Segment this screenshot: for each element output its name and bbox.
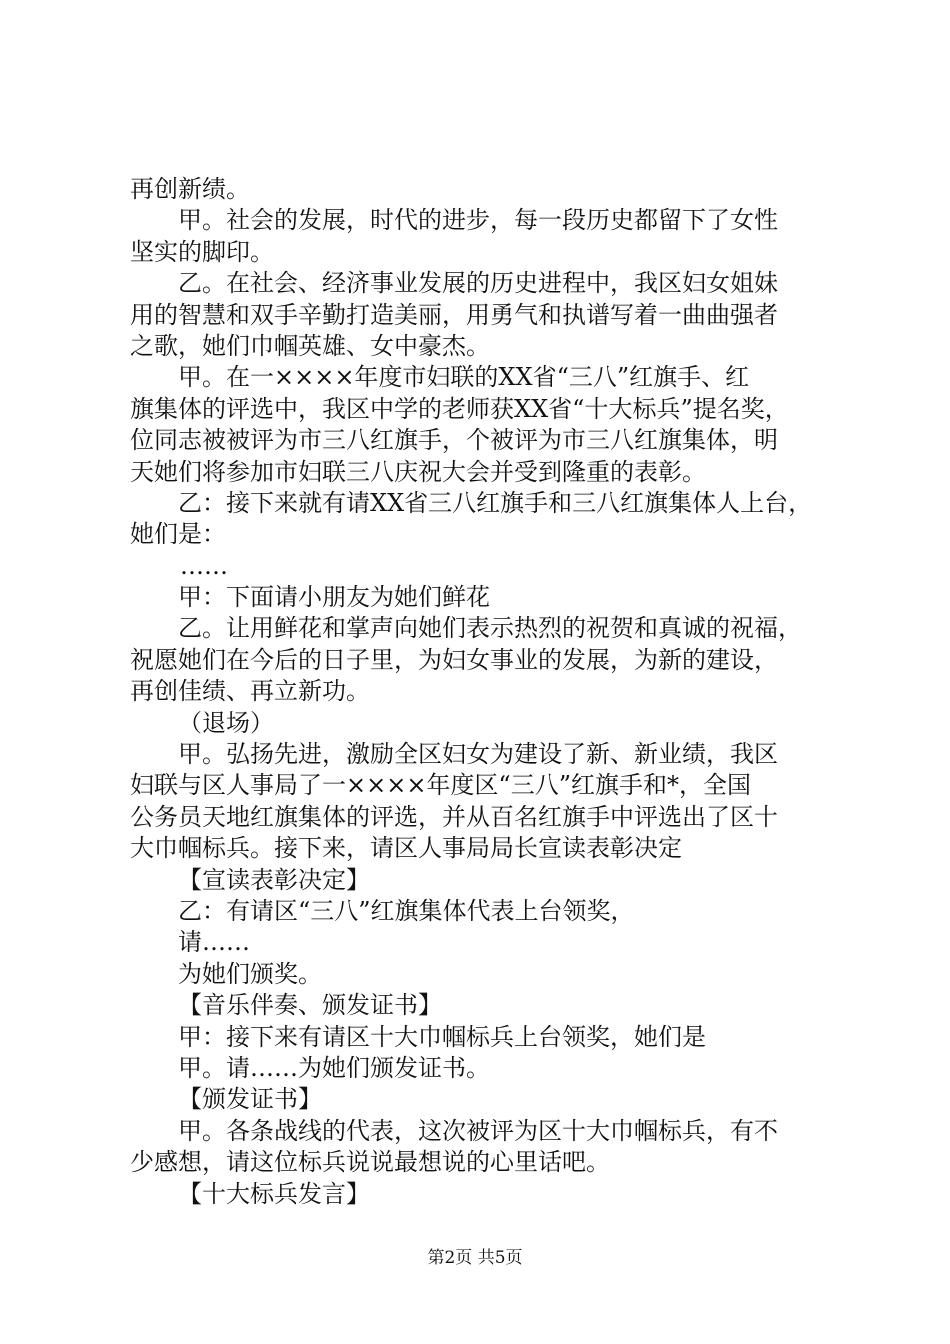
text-line: 妇联与区人事局了一××××年度区“三八”红旗手和*，全国: [130, 771, 751, 800]
text-line: 【颁发证书】: [178, 1085, 322, 1114]
text-line: 再创新绩。: [130, 175, 250, 203]
text-line: 甲：接下来有请区十大巾帼标兵上台领奖，她们是: [178, 1022, 706, 1051]
text-line: 用的智慧和双手辛勤打造美丽，用勇气和执谱写着一曲曲强者: [130, 300, 778, 329]
text-line: 【宣读表彰决定】: [178, 865, 370, 894]
text-line: 之歌，她们巾帼英雄、女中豪杰。: [130, 331, 490, 360]
text-line: （退场）: [178, 708, 274, 737]
text-line: 乙：有请区“三八”红旗集体代表上台领奖，: [178, 896, 635, 925]
page-footer: 第2页 共5页: [427, 1248, 523, 1268]
text-line: 大巾帼标兵。接下来，请区人事局局长宣读表彰决定: [130, 834, 682, 863]
text-line: 甲。社会的发展，时代的进步，每一段历史都留下了女性: [178, 206, 778, 235]
text-line: 乙。在社会、经济事业发展的历史进程中，我区妇女姐妹: [178, 269, 778, 298]
text-line: 再创佳绩、再立新功。: [130, 677, 370, 706]
text-line: ……: [180, 551, 228, 580]
text-line: 甲。在一××××年度市妇联的XX省“三八”红旗手、红: [178, 363, 750, 392]
text-line: 她们是：: [130, 520, 226, 549]
text-line: 甲。弘扬先进，激励全区妇女为建设了新、新业绩，我区: [178, 740, 778, 769]
text-line: 为她们颁奖。: [178, 959, 322, 988]
text-line: 甲。请……为她们颁发证书。: [178, 1053, 490, 1082]
text-line: 公务员天地红旗集体的评选，并从百名红旗手中评选出了区十: [130, 802, 778, 831]
text-line: 【音乐伴奏、颁发证书】: [178, 991, 442, 1020]
document-body: [130, 174, 830, 1210]
text-line: 祝愿她们在今后的日子里，为妇女事业的发展，为新的建设，: [130, 645, 778, 674]
text-line: 甲：下面请小朋友为她们鲜花: [178, 583, 490, 612]
text-line: 旗集体的评选中，我区中学的老师获XX省“十大标兵”提名奖，: [130, 394, 789, 423]
text-line: 【十大标兵发言】: [178, 1179, 370, 1208]
text-line: 位同志被被评为市三八红旗手，个被评为市三八红旗集体，明: [130, 426, 778, 455]
text-line: 坚实的脚印。: [130, 237, 274, 266]
text-line: 乙：接下来就有请XX省三八红旗手和三八红旗集体人上台，: [178, 488, 813, 517]
text-line: 乙。让用鲜花和掌声向她们表示热烈的祝贺和真诚的祝福，: [178, 614, 802, 643]
text-line: 天她们将参加市妇联三八庆祝大会并受到隆重的表彰。: [130, 457, 706, 486]
text-line: 甲。各条战线的代表，这次被评为区十大巾帼标兵，有不: [178, 1116, 778, 1145]
text-line: 请……: [178, 928, 250, 957]
text-line: 少感想，请这位标兵说说最想说的心里话吧。: [130, 1148, 610, 1177]
